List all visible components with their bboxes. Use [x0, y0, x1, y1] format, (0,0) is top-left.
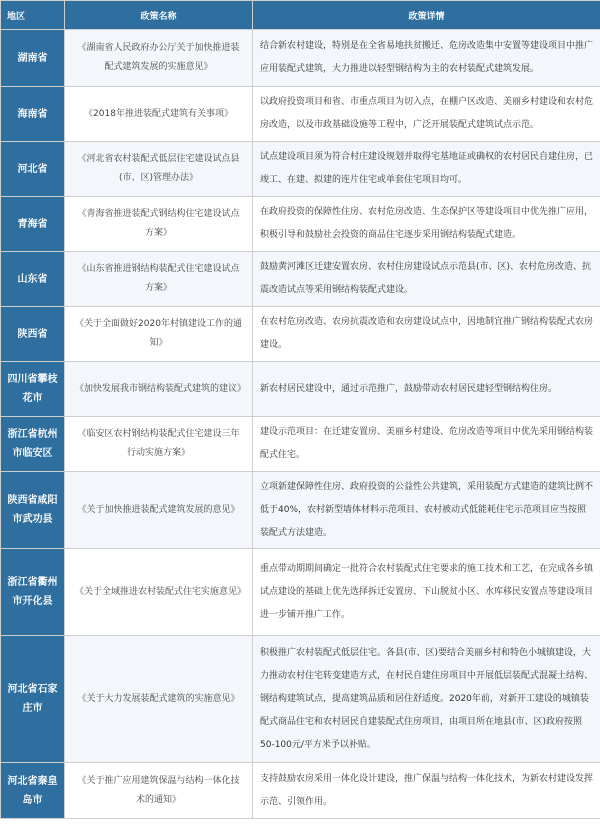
policy-name-cell: 《山东省推进钢结构装配式住宅建设试点方案》 [65, 252, 253, 307]
region-cell: 青海省 [1, 197, 65, 252]
policy-name-cell: 《关于加快推进装配式建筑发展的意见》 [65, 472, 253, 549]
policy-detail-cell: 支持鼓励农房采用一体化设计建设，推广保温与结构一体化技术，为新农村建设发挥示范、引领作用。 [253, 763, 600, 819]
policy-detail-cell: 重点带动期期间确定一批符合农村装配式住宅要求的施工技术和工艺，在完成各乡镇试点建设的基础上优先选择拆迁安置房、下山脱贫小区、水库移民安置点等建设项目进一步铺开推广工作。 [253, 549, 600, 636]
policy-name-cell: 《湖南省人民政府办公厅关于加快推进装配式建筑发展的实施意见》 [65, 30, 253, 87]
region-cell: 河北省秦皇岛市 [1, 763, 65, 819]
policy-name-cell: 《加快发展我市钢结构装配式建筑的建议》 [65, 362, 253, 417]
table-row [1, 197, 600, 252]
policy-detail-cell: 在政府投资的保障性住房、农村危房改造、生态保护区等建设项目中优先推广应用，积极引导和鼓励社会投资的商品住宅逐步采用钢结构装配式建造。 [253, 197, 600, 252]
region-cell: 四川省攀枝花市 [1, 362, 65, 417]
region-cell: 河北省石家庄市 [1, 636, 65, 763]
table-row [1, 87, 600, 142]
region-cell: 陕西省咸阳市武功县 [1, 472, 65, 549]
policy-detail-cell: 新农村居民建设中，通过示范推广，鼓励带动农村居民建轻型钢结构住房。 [253, 362, 600, 417]
region-cell: 陕西省 [1, 307, 65, 362]
policy-name-cell: 《关于推广应用建筑保温与结构一体化技术的通知》 [65, 763, 253, 819]
header-policy-name: 政策名称 [65, 1, 253, 30]
table-row [1, 417, 600, 472]
policy-name-cell: 《河北省农村装配式低层住宅建设试点县(市、区)管理办法》 [65, 142, 253, 197]
policy-detail-cell: 立项新建保障性住房、政府投资的公益性公共建筑，采用装配方式建造的建筑比例不低于40%，农村新型墙体材料示范项目、农村被动式低能耗住宅示范项目应当按照装配式方法建造。 [253, 472, 600, 549]
table-row [1, 252, 600, 307]
policy-detail-cell: 在农村危房改造、农房抗震改造和农房建设试点中，因地制宜推广钢结构装配式农房建设。 [253, 307, 600, 362]
table-row [1, 307, 600, 362]
table-row [1, 362, 600, 417]
policy-name-cell: 《关于大力发展装配式建筑的实施意见》 [65, 636, 253, 763]
header-policy-detail: 政策详情 [253, 1, 600, 30]
region-cell: 山东省 [1, 252, 65, 307]
table-header-row [1, 1, 600, 30]
table-row [1, 142, 600, 197]
policy-name-cell: 《关于全面做好2020年村镇建设工作的通知》 [65, 307, 253, 362]
policy-name-cell: 《关于全域推进农村装配式住宅实施意见》 [65, 549, 253, 636]
region-cell: 河北省 [1, 142, 65, 197]
policy-detail-cell: 建设示范项目：在迁建安置房、美丽乡村建设、危房改造等项目中优先采用钢结构装配式住宅。 [253, 417, 600, 472]
policy-detail-cell: 积极推广农村装配式低层住宅。各县(市、区)要结合美丽乡村和特色小城镇建设，大力推动农村住宅转变建造方式，在村民自建住房项目中开展低层装配式混凝土结构、钢结构建筑试点，提高建筑品质和居住舒适度。2020年前，对新开工建设的城镇装配式商品住宅和农村居民自建装配式住房项目，由项目所在地县(市、区)政府按照50-100元/平方米予以补贴。 [253, 636, 600, 763]
region-cell: 海南省 [1, 87, 65, 142]
policy-name-cell: 《2018年推进装配式建筑有关事项》 [65, 87, 253, 142]
table-row [1, 549, 600, 636]
table-row [1, 30, 600, 87]
policy-name-cell: 《青海省推进装配式钢结构住宅建设试点方案》 [65, 197, 253, 252]
table-row [1, 763, 600, 819]
region-cell: 湖南省 [1, 30, 65, 87]
region-cell: 浙江省衢州市开化县 [1, 549, 65, 636]
policy-detail-cell: 鼓励黄河滩区迁建安置农房、农村住房建设试点示范县(市、区)、农村危房改造、抗震改造试点等采用钢结构装配式建设。 [253, 252, 600, 307]
policy-detail-cell: 结合新农村建设，特别是在全省易地扶贫搬迁、危房改造集中安置等建设项目中推广应用装配式建筑，大力推进以轻型钢结构为主的农村装配式建筑发展。 [253, 30, 600, 87]
table-row [1, 636, 600, 763]
policy-detail-cell: 试点建设项目须为符合村庄建设规划并取得宅基地证或确权的农村居民自建住房，已竣工、在建、拟建的连片住宅或单套住宅项目均可。 [253, 142, 600, 197]
table-row [1, 472, 600, 549]
region-cell: 浙江省杭州市临安区 [1, 417, 65, 472]
header-region: 地区 [1, 1, 65, 30]
policy-name-cell: 《临安区农村钢结构装配式住宅建设三年行动实施方案》 [65, 417, 253, 472]
policy-detail-cell: 以政府投资项目和省、市重点项目为切入点，在棚户区改造、美丽乡村建设和农村危房改造，以及市政基础设施等工程中，广泛开展装配式建筑试点示范。 [253, 87, 600, 142]
